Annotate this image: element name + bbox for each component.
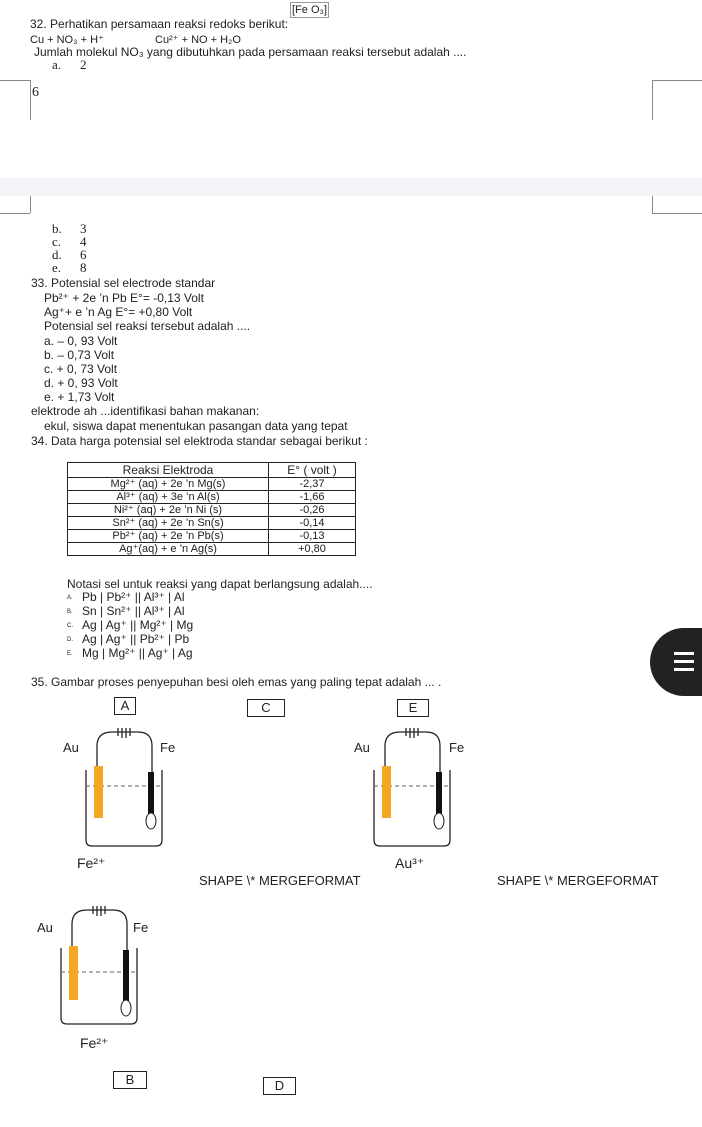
page-gap-band — [0, 178, 702, 196]
q34-question: Notasi sel untuk reaksi yang dapat berlangsung adalah.... — [67, 577, 373, 591]
table-cell-reaction: Al³⁺ (aq) + 3e ’n Al(s) — [68, 491, 269, 504]
menu-button[interactable] — [650, 628, 702, 696]
apparatus-b-au-label: Au — [37, 920, 53, 935]
q32-option-b-value: 3 — [80, 221, 87, 236]
table-cell-reaction: Ag⁺(aq) + e ’n Ag(s) — [68, 543, 269, 556]
frame-corner-bl — [0, 213, 30, 214]
q34-option-c-letter: C. — [67, 623, 73, 629]
apparatus-a-au-label: Au — [63, 740, 79, 755]
q32-question: Jumlah molekul NO₃ yang dibutuhkan pada persamaan reaksi tersebut adalah .... — [34, 45, 467, 59]
electrolysis-cell-b — [55, 906, 145, 1028]
fe-ion-label-b: Fe²⁺ — [80, 1035, 109, 1051]
apparatus-b-fe-label: Fe — [133, 920, 149, 935]
hamburger-icon-bar — [674, 668, 694, 671]
table-header-row — [68, 463, 356, 478]
q32-title: 32. Perhatikan persamaan reaksi redoks berikut: — [30, 17, 289, 31]
table-cell-reaction: Pb²⁺ (aq) + 2e ’n Pb(s) — [68, 530, 269, 543]
frame-corner-tr — [652, 80, 702, 81]
q32-option-e-value: 8 — [80, 260, 87, 275]
apparatus-e-fe-label: Fe — [449, 740, 465, 755]
electrolysis-cell-a — [80, 728, 170, 850]
q32-equation-left: Cu + NO₃ + H⁺ — [30, 34, 104, 46]
apparatus-a-fe-label: Fe — [160, 740, 176, 755]
q32-option-d-value: 6 — [80, 247, 87, 262]
q34-option-e-value: Mg | Mg²⁺ || Ag⁺ | Ag — [82, 646, 193, 660]
au-ion-label-e: Au³⁺ — [395, 855, 425, 871]
q34-option-a-value: Pb | Pb²⁺ || Al³⁺ | Al — [82, 590, 185, 604]
q34-option-c-value: Ag | Ag⁺ || Mg²⁺ | Mg — [82, 618, 194, 632]
q32-option-a-value: 2 — [80, 57, 87, 72]
q34-option-d-letter: D. — [67, 637, 73, 643]
label-box-b: B — [113, 1071, 147, 1089]
shape-mergeformat-2: SHAPE \* MERGEFORMAT — [497, 873, 659, 888]
q33-option-d: d. + 0, 93 Volt — [44, 376, 118, 390]
table-row — [68, 517, 356, 530]
fe-ion-label-a: Fe²⁺ — [77, 855, 106, 871]
apparatus-e-au-label: Au — [354, 740, 370, 755]
q32-option-a-letter: a. — [52, 57, 62, 72]
table-cell-potential: -0,26 — [269, 504, 356, 517]
frame-corner-br — [652, 213, 702, 214]
q35-title: 35. Gambar proses penyepuhan besi oleh emas yang paling tepat adalah ... . — [31, 675, 442, 689]
q34-option-b-letter: B. — [67, 609, 73, 615]
label-box-a: A — [114, 697, 136, 715]
q32-option-d-letter: d. — [52, 247, 62, 262]
table-row — [68, 530, 356, 543]
q33-title: 33. Potensial sel electrode standar — [31, 276, 216, 290]
table-header-potential: E° ( volt ) — [269, 463, 356, 478]
table-row — [68, 504, 356, 517]
label-box-c: C — [247, 699, 285, 717]
electrolysis-cell-e — [368, 728, 458, 850]
table-cell-reaction: Ni²⁺ (aq) + 2e ’n Ni (s) — [68, 504, 269, 517]
table-cell-potential: -1,66 — [269, 491, 356, 504]
q32-option-c-value: 4 — [80, 234, 87, 249]
label-box-e: E — [397, 699, 429, 717]
q33-option-c: c. + 0, 73 Volt — [44, 362, 118, 376]
q33-line1: Pb²⁺ + 2e ’n Pb E°= -0,13 Volt — [44, 291, 204, 305]
overlap-text-1: elektrode ah ...identifikasi bahan makanan: — [31, 404, 260, 418]
fragment-6: 6 — [32, 85, 39, 100]
q34-option-a-letter: A. — [67, 595, 73, 601]
hamburger-icon-bar — [674, 652, 694, 655]
q34-option-e-letter: E. — [67, 651, 73, 657]
q34-title: 34. Data harga potensial sel elektroda standar sebagai berikut : — [31, 434, 368, 448]
q33-option-b: b. – 0,73 Volt — [44, 348, 115, 362]
shape-mergeformat-1: SHAPE \* MERGEFORMAT — [199, 873, 361, 888]
table-row — [68, 478, 356, 491]
table-row — [68, 543, 356, 556]
q32-option-b-letter: b. — [52, 221, 62, 236]
label-box-d: D — [263, 1077, 296, 1095]
q34-option-d-value: Ag | Ag⁺ || Pb²⁺ | Pb — [82, 632, 190, 646]
q32-option-e-letter: e. — [52, 260, 62, 275]
q32-equation-right: Cu²⁺ + NO + H₂O — [155, 34, 241, 46]
q33-line2: Ag⁺+ e ’n Ag E°= +0,80 Volt — [44, 305, 193, 319]
table-cell-potential: -2,37 — [269, 478, 356, 491]
electrode-table — [67, 462, 356, 556]
frame-corner-br-v — [652, 196, 653, 213]
overlap-text-2: ekul, siswa dapat menentukan pasangan data yang tepat — [44, 419, 348, 433]
q33-option-a: a. – 0, 93 Volt — [44, 334, 118, 348]
table-cell-reaction: Mg²⁺ (aq) + 2e ’n Mg(s) — [68, 478, 269, 491]
hamburger-icon-bar — [674, 660, 694, 663]
top-fragment: [Fe O₃] — [292, 4, 328, 16]
frame-corner-tl — [0, 80, 30, 81]
frame-corner-tr-v — [652, 80, 653, 120]
q34-option-b-value: Sn | Sn²⁺ || Al³⁺ | Al — [82, 604, 185, 618]
q32-option-c-letter: c. — [52, 234, 62, 249]
table-cell-potential: -0,13 — [269, 530, 356, 543]
table-cell-potential: +0,80 — [269, 543, 356, 556]
frame-corner-bl-v — [30, 196, 31, 213]
table-cell-reaction: Sn²⁺ (aq) + 2e ’n Sn(s) — [68, 517, 269, 530]
q33-option-e: e. + 1,73 Volt — [44, 390, 115, 404]
table-header-reaction: Reaksi Elektroda — [68, 463, 269, 478]
q33-question: Potensial sel reaksi tersebut adalah .... — [44, 319, 251, 333]
table-cell-potential: -0,14 — [269, 517, 356, 530]
frame-corner-tl-v — [30, 80, 31, 120]
table-row — [68, 491, 356, 504]
